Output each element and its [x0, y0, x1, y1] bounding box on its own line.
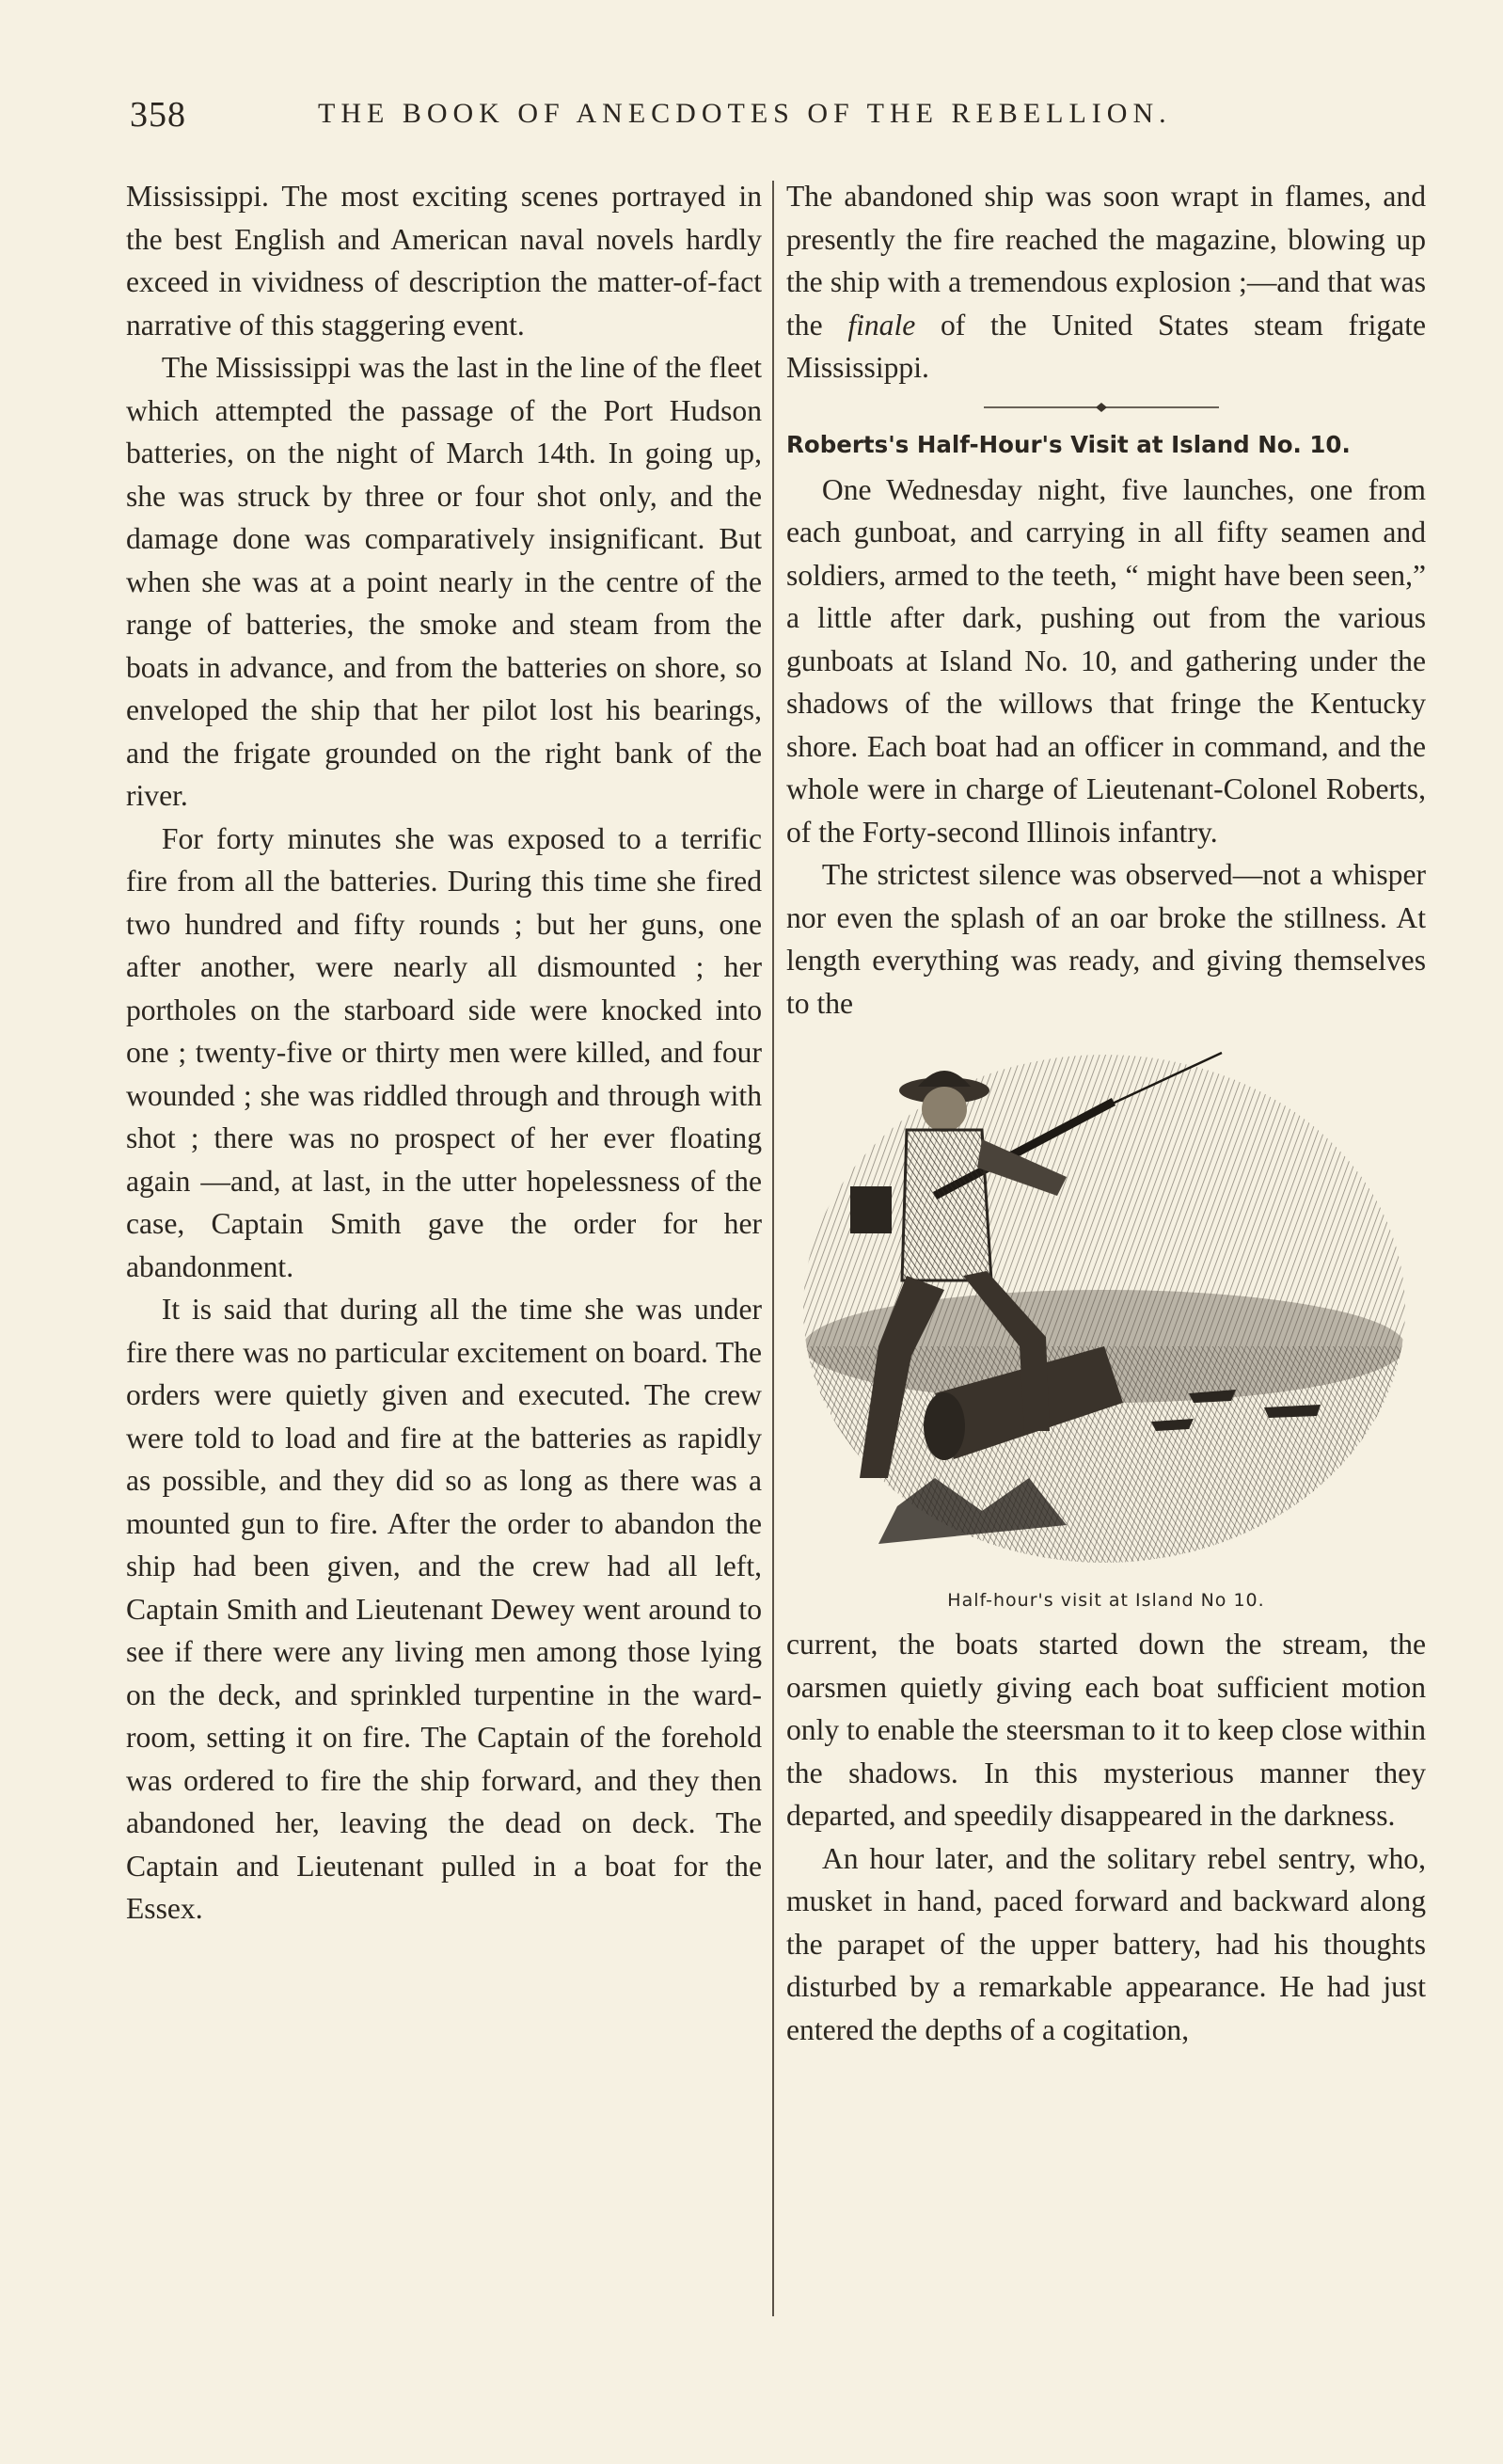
paragraph: Mississippi. The most exciting scenes portrayed in the best English and American naval novels hardly exceed in vividness of description the matter-of-fact narrative of this staggering event.	[126, 180, 762, 342]
paragraph: It is said that during all the time she was under fire there was no particular excitement on board. The orders were quietly given and executed. The crew were told to load and fire at the batteries as rapidly as possible, and they did so as long as there was a mounted gun to fire. After the order to abandon the ship had been given, and the crew had all left, Captain Smith and Lieutenant Dewey went around to see if there were any living men among those lying on the deck, and sprinkled turpentine in the ward-room, setting it on fire. The Captain of the forehold was ordered to fire the ship forward, and they then abandoned her, leaving the dead on deck. The Captain and Lieutenant pulled in a boat for the Essex.	[126, 1293, 762, 1925]
figure-caption: Half-hour's visit at Island No 10.	[947, 1590, 1265, 1611]
paragraph: One Wednesday night, five launches, one from each gunboat, and carrying in all fifty seamen and soldiers, armed to the teeth, “ might have been seen,” a little after dark, pushing out from the various gunboats at Island No. 10, and gathering under the shadows of the willows that fringe the Kentucky shore. Each boat had an officer in command, and the whole were in charge of Lieutenant-Colonel Roberts, of the Forty-second Illinois infantry.	[786, 472, 1426, 849]
paragraph: The Mississippi was the last in the line of the fleet which attempted the passage of the Port Hudson batteries, on the night of March 14th. In going up, she was struck by three or four shot only, and the damage done was comparatively insignificant. But when she was at a point nearly in the centre of the range of batteries, the smoke and steam from the boats in advance, and from the batteries on shore, so enveloped the ship that her pilot lost his bearings, and the frigate grounded on the right bank of the river.	[126, 351, 762, 812]
paragraph	[786, 175, 1426, 389]
paragraph: For forty minutes she was exposed to a terrific fire from all the batteries. During this time she fired two hundred and fifty rounds ; but her guns, one after another, were nearly all dismounted ; her portholes on the starboard side were knocked into one ; twenty-five or thirty men were killed, and four wounded ; she was riddled through and through with shot ; there was no prospect of her ever floating again —and, at last, in the utter hopelessness of the case, Captain Smith gave the order for her abandonment.	[126, 821, 762, 1283]
paragraph: The strictest silence was observed—not a whisper nor even the splash of an oar broke the stillness. At length everything was ready, and giving themselves to the	[786, 858, 1426, 1020]
column-divider	[772, 181, 774, 2316]
italic-word: finale	[847, 308, 916, 342]
paragraph: current, the boats started down the stream, the oarsmen quietly giving each boat sufficient motion only to enable the steersman to it to keep close within the shadows. In this mysterious manner they departed, and speedily disappeared in the darkness.	[786, 1628, 1426, 1832]
page-header	[130, 94, 1428, 141]
left-column	[126, 175, 762, 1931]
intro-text: The abandoned ship was soon wrapt in flames, and presently the fire reached the magazine, blowing up the ship with a tremendous explosion ;—and that was the	[786, 180, 1426, 342]
intro-text-end: of the United States steam frigate Mississippi.	[786, 308, 1426, 384]
section-title: Roberts's Half-Hour's Visit at Island No. 10.	[786, 430, 1351, 458]
running-head: THE BOOK OF ANECDOTES OF THE REBELLION.	[318, 98, 1172, 129]
page-number: 358	[130, 95, 186, 135]
section-ornament	[786, 393, 1426, 421]
right-column	[786, 175, 1426, 2051]
soldier-engraving-illustration	[794, 1036, 1415, 1563]
engraving-figure	[786, 1036, 1426, 1623]
paragraph: An hour later, and the solitary rebel sentry, who, musket in hand, paced forward and backward along the parapet of the upper battery, had his thoughts disturbed by a remarkable appearance. He had just entered the depths of a cogitation,	[786, 1841, 1426, 2046]
